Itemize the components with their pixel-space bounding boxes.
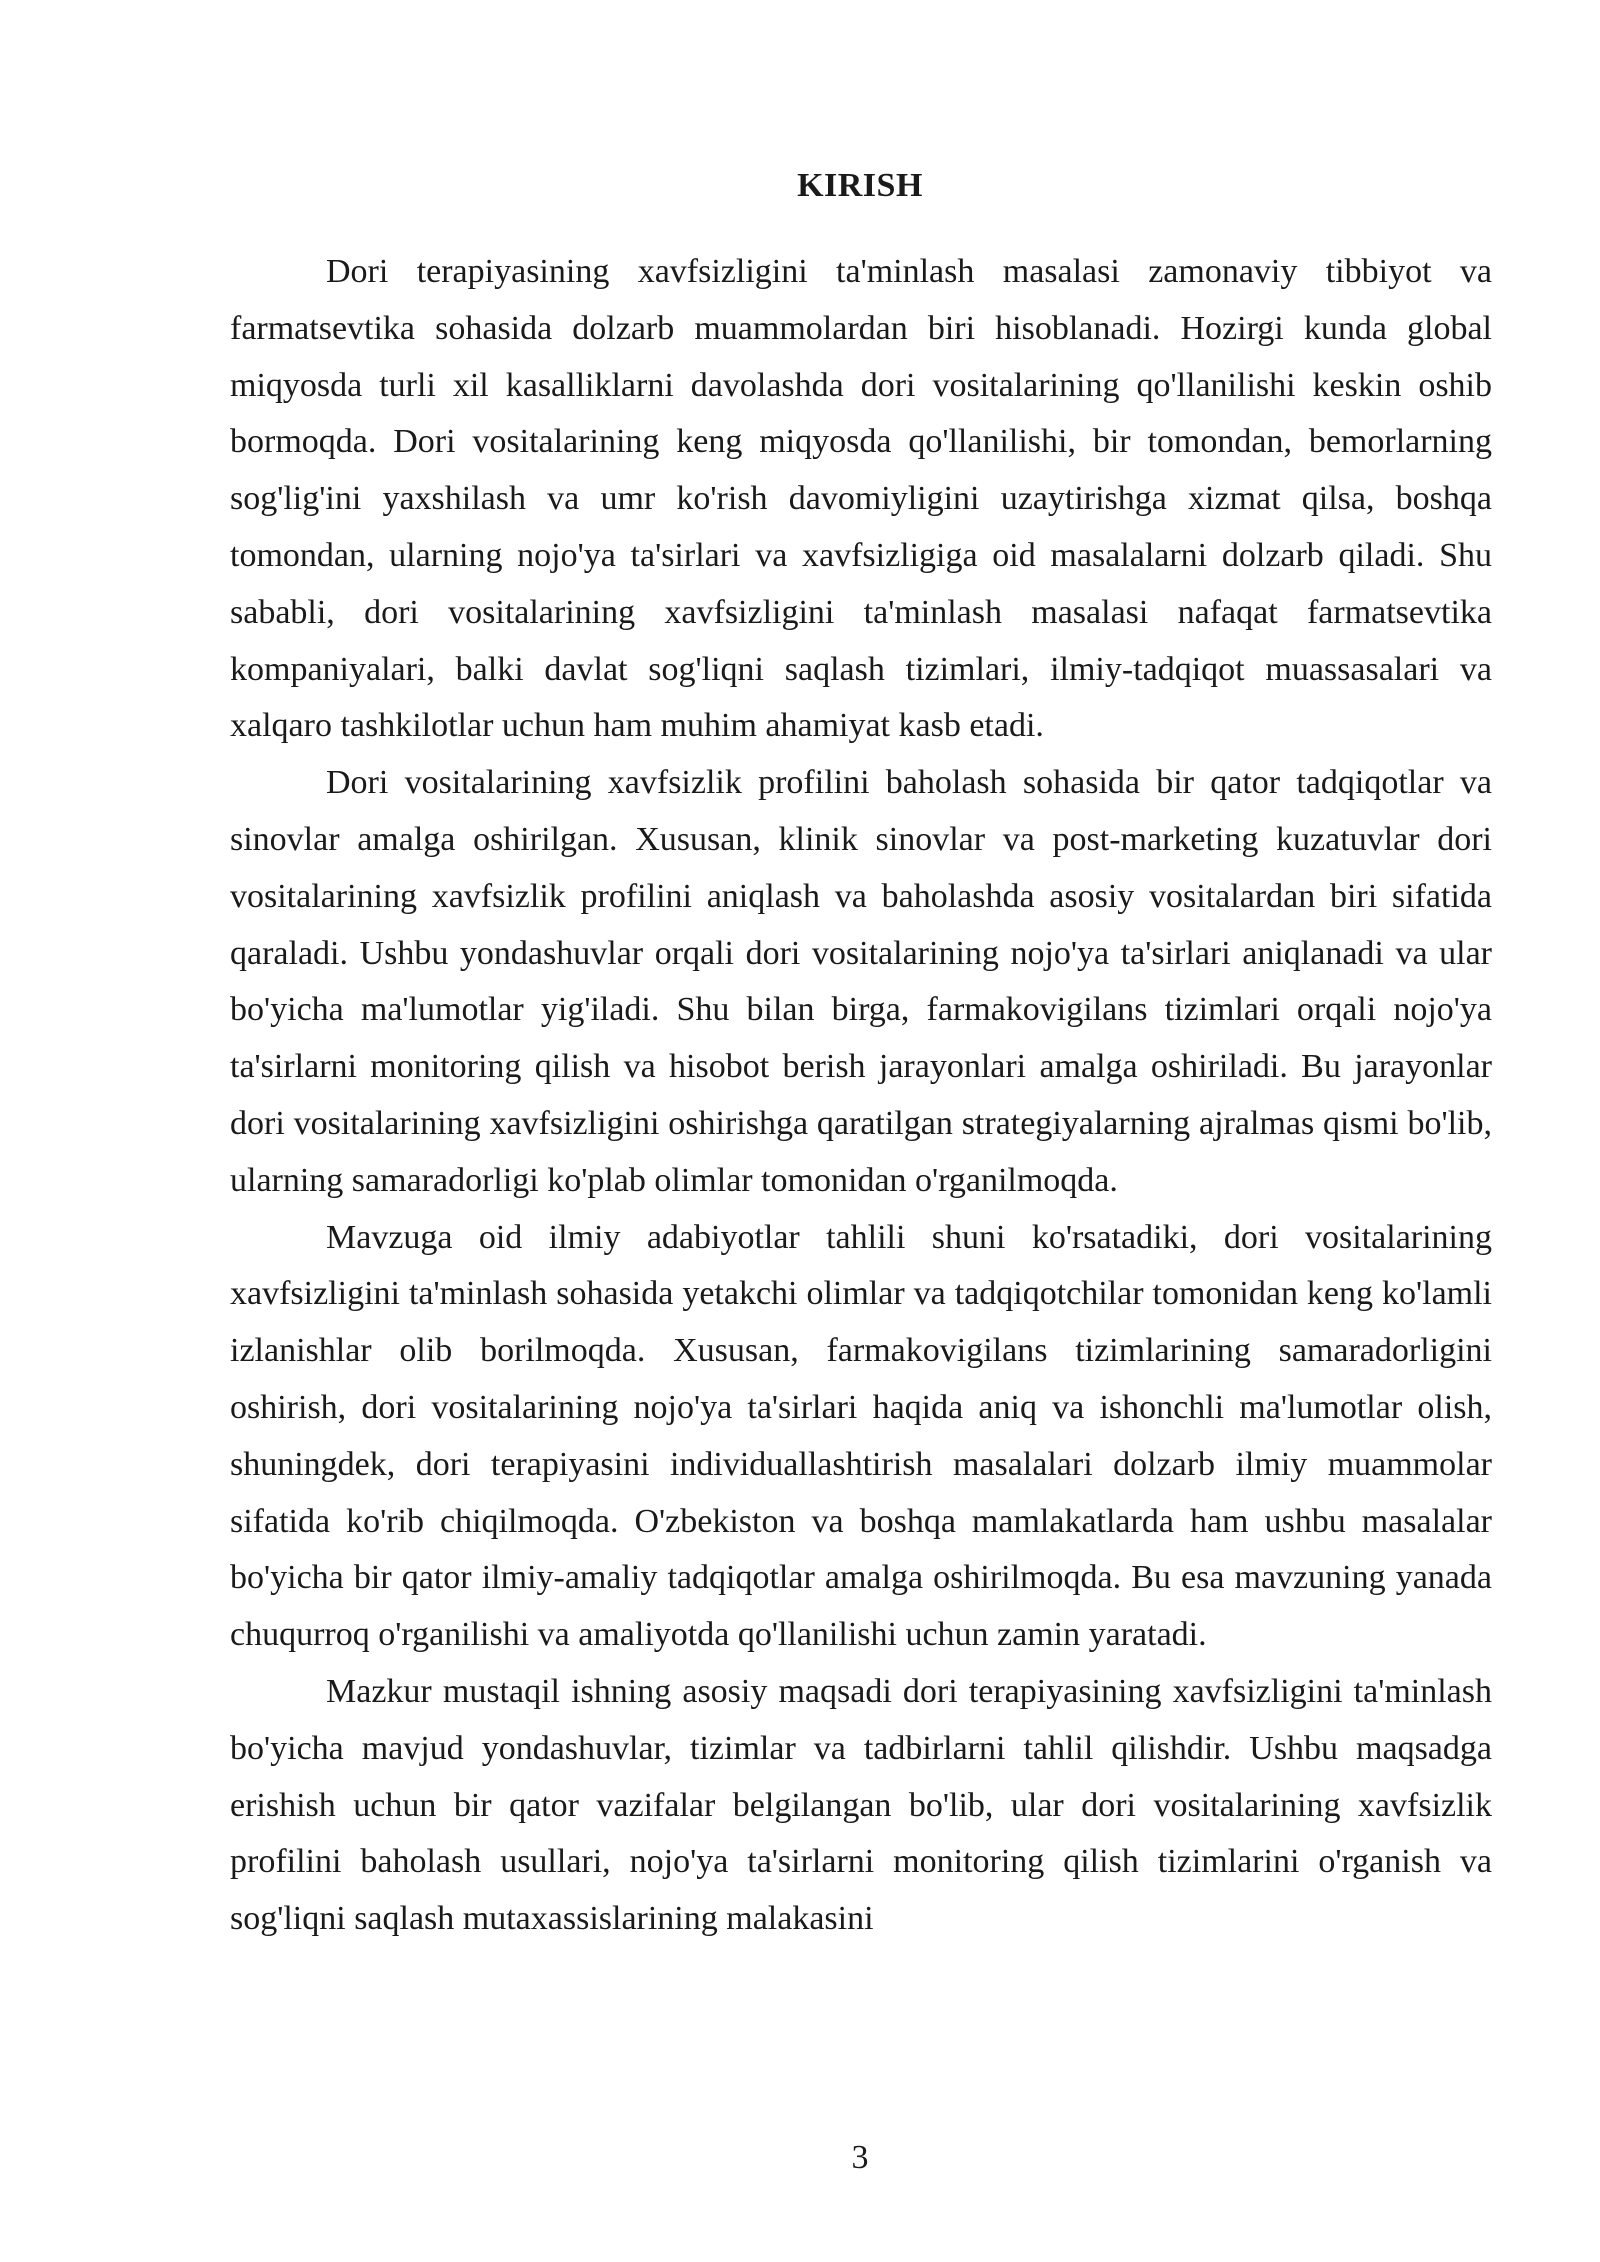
page-number: 3 [851, 2139, 869, 2176]
section-heading: KIRISH [797, 167, 923, 204]
body-text [230, 244, 1492, 1948]
paragraph-1: Dori terapiyasining xavfsizligini ta'minlash masalasi zamonaviy tibbiyot va farmatsevtika sohasida dolzarb muammolardan biri hisoblanadi. Hozirgi kunda global miqyosda turli xil kasalliklarni davolashda dori vositalarining qo'llanilishi keskin oshib bormoqda. Dori vositalarining keng miqyosda qo'llanilishi, bir tomondan, bemorlarning sog'lig'ini yaxshilash va umr ko'rish davomiyligini uzaytirishga xizmat qilsa, boshqa tomondan, ularning nojo'ya ta'sirlari va xavfsizligiga oid masalalarni dolzarb qiladi. Shu sababli, dori vositalarining xavfsizligini ta'minlash masalasi nafaqat farmatsevtika kompaniyalari, balki davlat sog'liqni saqlash tizimlari, ilmiy-tadqiqot muassasalari va xalqaro tashkilotlar uchun ham muhim ahamiyat kasb etadi. [230, 253, 1492, 745]
paragraph-2: Dori vositalarining xavfsizlik profilini baholash sohasida bir qator tadqiqotlar va sinovlar amalga oshirilgan. Xususan, klinik sinovlar va post-marketing kuzatuvlar dori vositalarining xavfsizlik profilini aniqlash va baholashda asosiy vositalardan biri sifatida qaraladi. Ushbu yondashuvlar orqali dori vositalarining nojo'ya ta'sirlari aniqlanadi va ular bo'yicha ma'lumotlar yig'iladi. Shu bilan birga, farmakovigilans tizimlari orqali nojo'ya ta'sirlarni monitoring qilish va hisobot berish jarayonlari amalga oshiriladi. Bu jarayonlar dori vositalarining xavfsizligini oshirishga qaratilgan strategiyalarning ajralmas qismi bo'lib, ularning samaradorligi ko'plab olimlar tomonidan o'rganilmoqda. [230, 764, 1492, 1199]
paragraph-3: Mavzuga oid ilmiy adabiyotlar tahlili shuni ko'rsatadiki, dori vositalarining xavfsizligini ta'minlash sohasida yetakchi olimlar va tadqiqotchilar tomonidan keng ko'lamli izlanishlar olib borilmoqda. Xususan, farmakovigilans tizimlarining samaradorligini oshirish, dori vositalarining nojo'ya ta'sirlari haqida aniq va ishonchli ma'lumotlar olish, shuningdek, dori terapiyasini individuallashtirish masalalari dolzarb ilmiy muammolar sifatida ko'rib chiqilmoqda. O'zbekiston va boshqa mamlakatlarda ham ushbu masalalar bo'yicha bir qator ilmiy-amaliy tadqiqotlar amalga oshirilmoqda. Bu esa mavzuning yanada chuqurroq o'rganilishi va amaliyotda qo'llanilishi uchun zamin yaratadi. [230, 1218, 1492, 1654]
paragraph-4: Mazkur mustaqil ishning asosiy maqsadi dori terapiyasining xavfsizligini ta'minlash bo'yicha mavjud yondashuvlar, tizimlar va tadbirlarni tahlil qilishdir. Ushbu maqsadga erishish uchun bir qator vazifalar belgilangan bo'lib, ular dori vositalarining xavfsizlik profilini baholash usullari, nojo'ya ta'sirlarni monitoring qilish tizimlarini o'rganish va sog'liqni saqlash mutaxassislarining malakasini [230, 1672, 1492, 1938]
